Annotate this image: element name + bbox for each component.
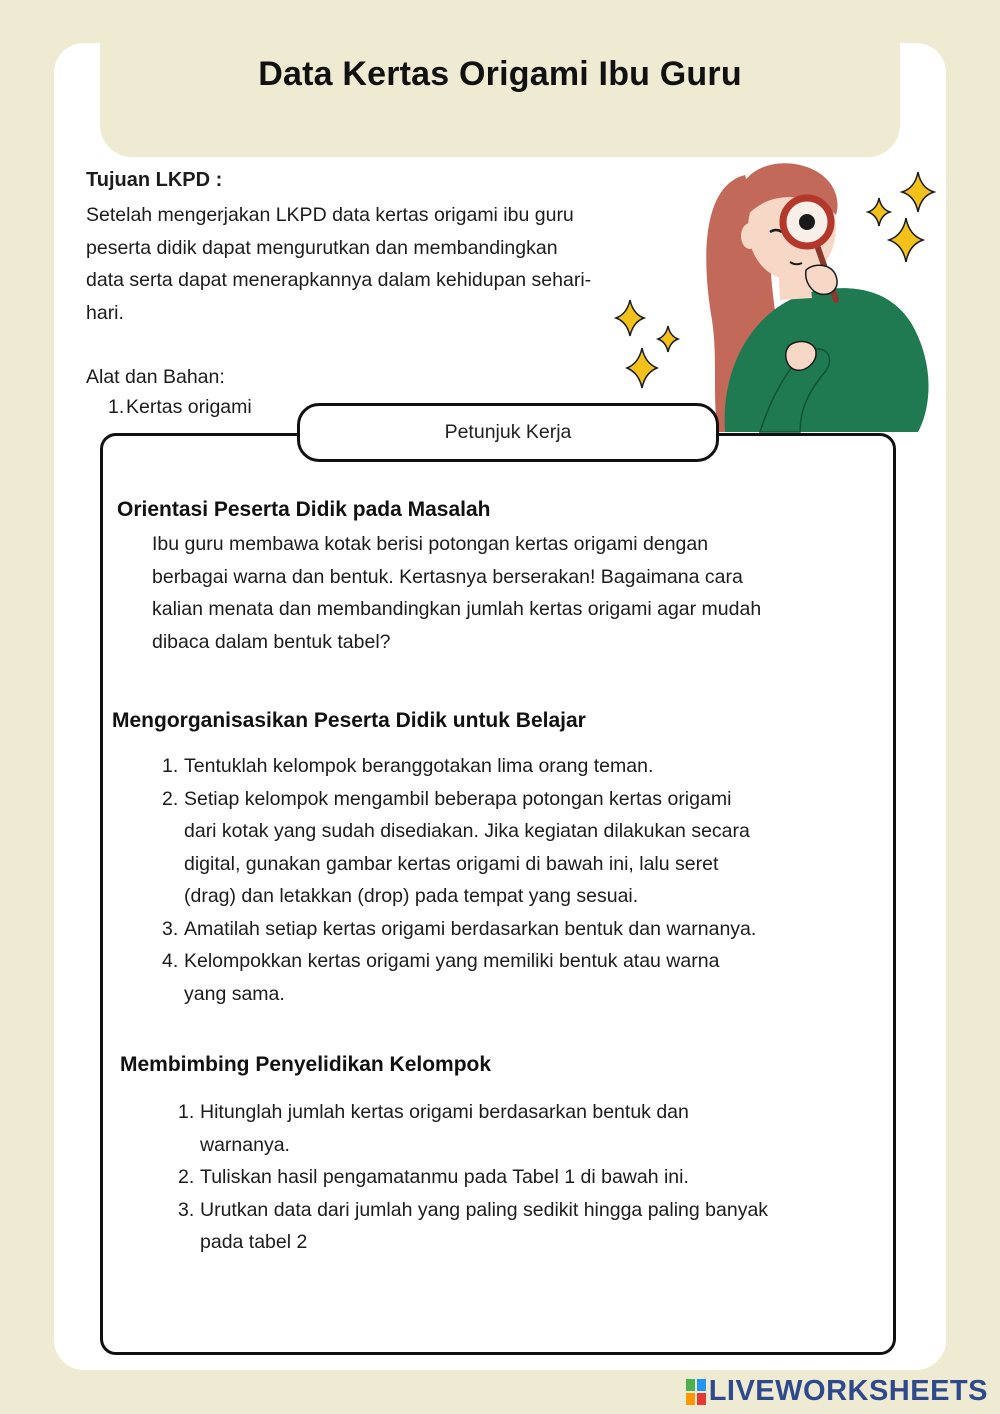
list-item (178, 1161, 878, 1194)
goal-line: hari. (86, 301, 124, 324)
list-line: Tuliskan hasil pengamatanmu pada Tabel 1 di bawah ini. (200, 1166, 689, 1188)
list-number: 4. (162, 950, 179, 972)
list-line: Setiap kelompok mengambil beberapa potongan kertas origami (184, 787, 732, 810)
goal-text (86, 199, 686, 329)
list-line: warnanya. (200, 1133, 290, 1156)
list-line: Hitunglah jumlah kertas origami berdasarkan bentuk dan (200, 1101, 689, 1123)
list-item (162, 783, 872, 913)
section-heading-organize: Mengorganisasikan Peserta Didik untuk Belajar (112, 709, 586, 732)
list-line: yang sama. (184, 982, 285, 1005)
list-number: 2. (178, 1166, 195, 1188)
list-item (162, 913, 872, 946)
guide-steps (178, 1096, 878, 1259)
paragraph-line: dibaca dalam bentuk tabel? (152, 630, 391, 653)
list-item (162, 945, 872, 1010)
sparkle-icon (902, 172, 934, 212)
sparkle-icon (889, 218, 923, 262)
list-line: Kelompokkan kertas origami yang memiliki bentuk atau warna (184, 950, 720, 972)
list-line: digital, gunakan gambar kertas origami di bawah ini, lalu seret (184, 852, 719, 875)
list-line: dari kotak yang sudah disediakan. Jika kegiatan dilakukan secara (184, 820, 750, 842)
list-number: 3. (178, 1198, 195, 1221)
list-number: 1. (162, 755, 179, 777)
orientation-text (152, 528, 872, 658)
list-number: 1. (178, 1101, 195, 1123)
girl-magnifier-illustration (600, 160, 945, 435)
liveworksheets-brand[interactable] (686, 1375, 988, 1408)
goal-line: peserta didik dapat mengurutkan dan membandingkan (86, 236, 558, 259)
goal-heading: Tujuan LKPD : (86, 169, 223, 191)
paragraph-line: berbagai warna dan bentuk. Kertasnya berserakan! Bagaimana cara (152, 565, 743, 588)
list-line: pada tabel 2 (200, 1231, 308, 1253)
list-item (162, 750, 872, 783)
ear (741, 223, 759, 249)
paragraph-line: kalian menata dan membandingkan jumlah kertas origami agar mudah (152, 598, 762, 620)
sparkle-icon (868, 198, 890, 226)
magnifier-eye (799, 214, 815, 230)
list-number: 3. (162, 917, 179, 940)
brand-name: LIVEWORKSHEETS (708, 1375, 988, 1407)
section-heading-guide: Membimbing Penyelidikan Kelompok (120, 1053, 492, 1076)
list-line: Urutkan data dari jumlah yang paling sedikit hingga paling banyak (200, 1198, 769, 1221)
list-item (178, 1096, 878, 1161)
list-number: 2. (162, 787, 179, 810)
liveworksheets-logo-icon (686, 1379, 706, 1405)
sparkle-icon (658, 326, 678, 352)
paragraph-line: Ibu guru membawa kotak berisi potongan kertas origami dengan (152, 533, 709, 555)
list-line: Tentuklah kelompok beranggotakan lima orang teman. (184, 755, 654, 777)
list-number: 1. (108, 396, 125, 418)
tools-list (108, 396, 252, 419)
section-heading-orientation: Orientasi Peserta Didik pada Masalah (117, 498, 491, 521)
list-line: Amatilah setiap kertas origami berdasarkan bentuk dan warnanya. (184, 917, 757, 940)
list-item (108, 396, 252, 419)
tools-heading: Alat dan Bahan: (86, 366, 225, 388)
sparkle-icon (627, 348, 657, 388)
organize-steps (162, 750, 872, 1010)
list-text: Kertas origami (126, 396, 252, 418)
list-line: (drag) dan letakkan (drop) pada tempat yang sesuai. (184, 885, 639, 907)
instructions-tab: Petunjuk Kerja (297, 403, 719, 462)
sparkle-icon (616, 300, 644, 336)
page-title: Data Kertas Origami Ibu Guru (258, 55, 742, 93)
goal-line: data serta dapat menerapkannya dalam kehidupan sehari- (86, 269, 592, 291)
goal-line: Setelah mengerjakan LKPD data kertas origami ibu guru (86, 204, 574, 226)
list-item (178, 1194, 878, 1259)
